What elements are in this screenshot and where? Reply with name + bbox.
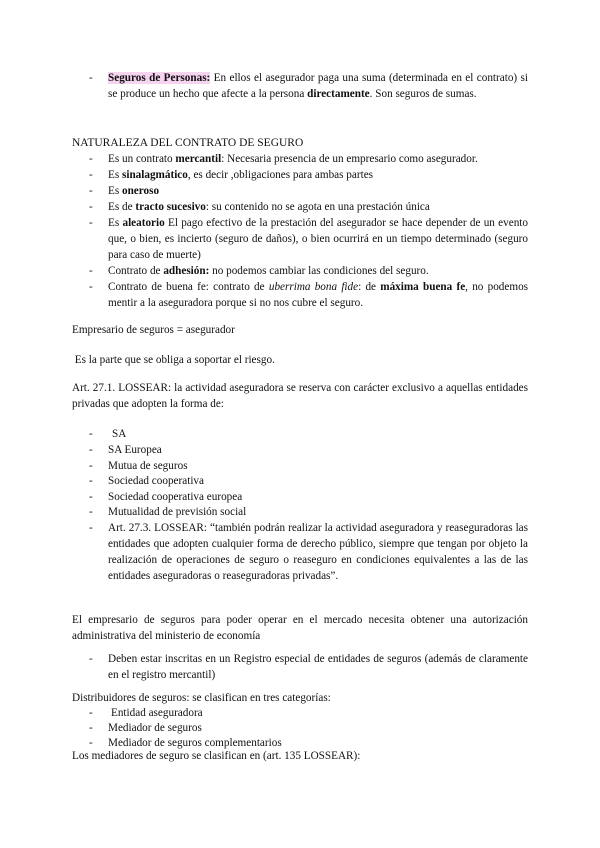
list-item: Entidad aseguradora [111,707,203,719]
paragraph: Empresario de seguros = asegurador [72,324,235,336]
list-item: Contrato de buena fe: contrato de uberrima bona fide: de máxima buena fe, no podemos mentir a la aseguradora porque si no nos cubre el seguro. [108,281,529,309]
list-item: Contrato de adhesión: no podemos cambiar las condiciones del seguro. [108,265,429,277]
list-item: Es de tracto sucesivo: su contenido no se agota en una prestación única [108,201,430,213]
list-item: Sociedad cooperativa europea [108,491,243,503]
list-item: Mediador de seguros complementarios [108,737,282,749]
list-item: Art. 27.3. LOSSEAR: “también podrán realizar la actividad aseguradora y reaseguradoras las entidades que adopten cualquier forma de derecho público, siempre que tengan por objeto la realización de operaciones de seguro o reaseguro en condiciones equivalentes a las de las entidades aseguradoras o reaseguradoras privadas”. [108,522,528,582]
paragraph: Art. 27.1. LOSSEAR: la actividad aseguradora se reserva con carácter exclusivo a aquellas entidades privadas que adopten la forma de: [72,382,528,410]
paragraph: Es la parte que se obliga a soportar el riesgo. [72,354,275,366]
list-item: Sociedad cooperativa [108,475,204,487]
highlight-term: Seguros de Personas: [108,72,211,84]
list-item: Mediador de seguros [108,722,202,734]
list-item: Mutualidad de previsión social [108,506,247,518]
list-item: Mutua de seguros [108,460,188,472]
paragraph: Los mediadores de seguro se clasifican en (art. 135 LOSSEAR): [72,750,361,762]
document-page: - Seguros de Personas: En ellos el asegurador paga una suma (determinada en el contrato) si se produce un hecho que afecte a la persona directamente. Son seguros de sumas. NATURALEZA DEL CONTRATO DE SEGURO - Es un contrato mercantil: Necesaria presencia de un empresario como asegurador. - Es sinalagmático, es decir ,obligaciones para ambas partes - Es oneroso - Es de tracto sucesivo: su contenido no se agota en una prestación única - Es aleatorio El pago efectivo de la prestación del asegurador se hace depender de un evento que, o bien, es incierto (seguro de daños), o bien ocurrirá en un tiempo determinado (seguro para caso de muerte) - Contrato de adhesión: no podemos cambiar las condiciones del seguro. - Contrato de buena fe: contrato de uberrima bona fide: de máxima buena fe, no podemos mentir a la aseguradora porque si no nos cubre el seguro. Empresario de seguros = asegurador Es la parte que se obliga a soportar el riesgo. Art. 27.1. LOSSEAR: la actividad aseguradora se reserva con carácter exclusivo a aquellas entidades privadas que adopten la forma de: - SA - SA Europea - Mutua de seguros - Sociedad cooperativa - Sociedad cooperativa europea - Mutualidad de previsión social - Art. 27.3. LOSSEAR: “también podrán realizar la actividad aseguradora y reaseguradoras las entidades que adopten cualquier forma de derecho público, siempre que tengan por objeto la realización de operaciones de seguro o reaseguro en condiciones equivalentes a las de las entidades aseguradoras o reaseguradoras privadas”. El empresario de seguros para poder operar en el mercado necesita obtener una autorización administrativa del ministerio de economía - Deben estar inscritas en un Registro especial de entidades de seguros (además de claramente en el registro mercantil) Distribuidores de seguros: se clasifican en tres categorías: - Entidad aseguradora - Mediador de seguros - Mediador de seguros complementarios Los mediadores de seguro se clasifican en (art. 135 LOSSEAR): [72,72,529,762]
list-item: Deben estar inscritas en un Registro especial de entidades de seguros (además de claramente en el registro mercantil) [108,653,528,681]
list-item: Es aleatorio El pago efectivo de la prestación del asegurador se hace depender de un evento que, o bien, es incierto (seguro de daños), o bien ocurrirá en un tiempo determinado (seguro para caso de muerte) [108,217,528,261]
list-item: Es sinalagmático, es decir ,obligaciones para ambas partes [108,169,374,181]
paragraph: Distribuidores de seguros: se clasifican en tres categorías: [72,692,331,704]
bullet-dash: - [89,72,93,84]
list-item: SA Europea [108,444,162,456]
list-item: Es oneroso [108,185,160,197]
list-item: SA [112,428,127,440]
list-item: Es un contrato mercantil: Necesaria presencia de un empresario como asegurador. [108,153,478,165]
section-heading: NATURALEZA DEL CONTRATO DE SEGURO [72,137,304,149]
seguros-personas-paragraph: Seguros de Personas: En ellos el asegurador paga una suma (determinada en el contrato) si se produce un hecho que afecte a la persona directamente. Son seguros de sumas. [108,72,528,100]
paragraph: El empresario de seguros para poder operar en el mercado necesita obtener una autorización administrativa del ministerio de economía [72,614,528,642]
